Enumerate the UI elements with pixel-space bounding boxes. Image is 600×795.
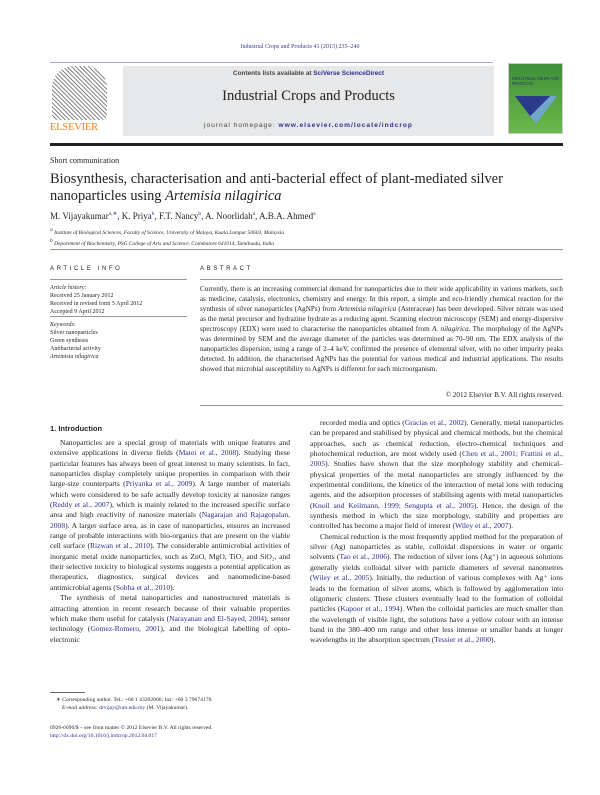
cover-art-icon [515, 96, 557, 124]
author-name[interactable]: A. Noorlidah [205, 211, 253, 221]
text-run: ), which is mainly related to the increased specific surface area and high reactivity of nanosize materials ( [50, 500, 290, 520]
divider [50, 62, 493, 63]
text-run: . The morphology of the AgNPs was determined by SEM and the average diameter of the particles was determined as 70–90 nm. The EDX analysis of the nanoparticles dispersion, using a range of 2–4 keV, confirmed the presence of elemental silver, with no other impurity peaks detected. In addition, the characterised AgNPs has the potential for various medical and industrial applications. The results showed that microbial susceptibility to AgNPs is different for each microorganism. [200, 325, 563, 373]
paragraph [310, 418, 563, 532]
journal-title: Industrial Crops and Products [222, 88, 395, 104]
author-name[interactable]: K. Priya [121, 211, 152, 221]
publisher-name: ELSEVIER [50, 122, 98, 133]
keywords [50, 321, 101, 361]
left-column [50, 438, 290, 645]
text-run: ), and the biological labelling of opto-electronic [50, 624, 291, 644]
citation-link[interactable]: Reddy et al., 2007 [52, 500, 110, 510]
history-label: Article history: [50, 285, 87, 291]
citation-link[interactable]: Priyanka et al., 2009 [125, 479, 193, 489]
affiliation-marker[interactable]: b [151, 211, 155, 217]
journal-citation[interactable]: Industrial Crops and Products 41 (2013) 235–240 [240, 44, 360, 50]
text-run: ). [490, 635, 496, 645]
sciencedirect-link[interactable]: SciVerse ScienceDirect [313, 70, 384, 77]
article-title [50, 171, 570, 205]
citation-link[interactable]: Knoll and Keilmann, 1999; Sengupta et al., 2005 [312, 500, 474, 510]
author-list: M. Vijayakumar$^{a,∗}$, K. Priya$^b$, F.T. Nancy$^b$, A. Noorlidah$^a$, A.B.A. Ahmed$^a$ [50, 211, 316, 221]
citation-link[interactable]: Wiley et al., 2005 [312, 573, 370, 583]
text-run: ). Hence, the design of the synthesis method in which the size morphology, stability and properties are controlled has become a major field of interest ( [310, 500, 563, 531]
affiliation-marker: b [50, 237, 53, 244]
paragraph [50, 593, 290, 645]
email-suffix: (M. Vijayakumar). [145, 705, 189, 711]
keyword: Artemisia nilagirica [50, 354, 99, 360]
copyright: © 2012 Elsevier B.V. All rights reserved. [445, 391, 563, 399]
section-heading: 1. Introduction [50, 424, 103, 433]
text-run: ). [170, 582, 175, 592]
citation-link[interactable]: Narayanan and El-Sayed, 2004 [169, 613, 265, 623]
affiliation-marker[interactable]: a,∗ [108, 211, 118, 217]
citation-link[interactable]: Kapoor et al., 1994 [340, 604, 400, 614]
article-info-heading: ARTICLE INFO [50, 266, 123, 272]
homepage-prefix: journal homepage: [204, 122, 279, 129]
email-label: E-mail address: [62, 705, 100, 711]
journal-banner [123, 66, 494, 136]
citation-link[interactable]: Matei et al., 2008 [178, 448, 237, 458]
footnote-divider [50, 692, 85, 693]
text-run: A. nilagirica [432, 325, 469, 333]
citation-link[interactable]: Chen et al., 2001; Frattini et al., 2005 [310, 449, 563, 469]
issn-block [50, 724, 290, 740]
corresponding-author: ∗ Corresponding author. Tel.: +60 1 43202066; fax: +60 3 79674178. [56, 697, 213, 703]
author-name[interactable]: M. Vijayakumar [50, 211, 109, 221]
affiliation-text: Institute of Biological Sciences, Faculty of Science, University of Malaya, Kuala Lumpur 50603, Malaysia [52, 229, 284, 236]
text-run: Nanoparticles are a special group of materials with unique features and extensive applications in diverse fields ( [50, 438, 290, 458]
issn-line: 0926-6690/$ – see front matter © 2012 Elsevier B.V. All rights reserved. [50, 725, 213, 731]
author-name[interactable]: F.T. Nancy [158, 211, 199, 221]
paragraph [50, 438, 290, 593]
tree-logo-icon [52, 66, 107, 120]
affiliation-text: Department of Biochemistry, PSG College of Arts and Science, Coimbatore 641014, Tamilnadu, India [52, 240, 274, 247]
keyword: Silver nanoparticles [50, 330, 98, 336]
cover-title: INDUSTRIAL CROPS AND PRODUCTS [512, 76, 559, 86]
affiliation-marker[interactable]: a [313, 211, 316, 217]
citation-link[interactable]: Wiley et al., 2007 [455, 521, 509, 531]
citation-link[interactable]: Tao et al., 2006 [339, 552, 388, 562]
text-run: ). The considerable antimicrobial activities of inorganic metal oxide nanoparticles, such as ZnO, MgO, TiO₂ and SiO₂, and their selective toxicity to biological systems suggests a potential application as therapeutics, diagnostics, surgical devices and nanomedicine-based antimicrobial agents ( [50, 541, 290, 592]
homepage-line [123, 122, 494, 129]
text-run: (Asteraceae) has been developed. Silver nitrate was used as the metal precursor and hydrazine hydrate as a reducing agent. Scanning electron microscopy (SEM) and energy-dispersive spectroscopy (EDX) were used to characterise the nanoparticles obtained from [200, 305, 564, 333]
history-received: Received 25 January 2012 [50, 293, 114, 299]
divider [200, 279, 563, 280]
text-run: ). Studies have shown that the size morphology stability and chemical–physical properties of the metal nanoparticles are strongly influenced by the experimental conditions, the kinetics of the interaction of metal ions with reducing agents, and the adsorption processes of stabilising agents with metal nanoparticles ( [310, 459, 563, 510]
divider [50, 143, 563, 146]
title-species: Artemisia nilagirica [165, 188, 282, 204]
text-run: recorded media and optics ( [320, 418, 405, 427]
citation-link[interactable]: Sobha et al., 2010 [115, 582, 171, 592]
doi-link[interactable]: http://dx.doi.org/10.1016/j.indcrop.2012.04.017 [50, 733, 157, 739]
abstract-heading: ABSTRACT [200, 266, 253, 272]
contents-prefix: Contents lists available at [233, 70, 314, 77]
article-history [50, 284, 142, 316]
text-run: The synthesis of metal nanoparticles and nanostructured materials is attracting attention in recent research because of their valuable properties which make them useful for catalysis ( [50, 593, 290, 623]
journal-cover[interactable] [508, 63, 563, 134]
affiliation-marker[interactable]: a [252, 211, 256, 217]
elsevier-logo [50, 66, 110, 136]
keywords-label: Keywords: [50, 322, 76, 328]
text-run: ), sensor technology ( [50, 613, 290, 634]
affiliation-marker[interactable]: b [198, 211, 202, 217]
title-text: Biosynthesis, characterisation and anti-bacterial effect of plant-mediated silver nanoparticles using [50, 171, 503, 204]
keyword: Antibacterial activity [50, 346, 101, 352]
affiliation-marker: a [50, 227, 53, 233]
divider [50, 316, 187, 317]
text-run: ). When the colloidal particles are much smaller than the wavelength of visible light, the solutions have a yellow colour with an intense band in the 380–400 nm range and other less intense or smaller bands at longer wavelengths in the absorption spectrum ( [310, 604, 563, 645]
text-run: ). Generally, metal nanoparticles can be prepared and stabilised by physical and chemical methods, but the chemical approaches, such as chemical reduction, electro-chemical techniques and photochemical reduction, are most widely used ( [310, 418, 563, 459]
abstract-text [200, 284, 563, 374]
citation-link[interactable]: Rizwan et al., 2010 [90, 541, 151, 551]
divider [50, 249, 563, 250]
paragraph [310, 532, 563, 646]
text-run: ). Initially, the reduction of various complexes with Ag⁺ ions leads to the formation of silver atoms, which is followed by agglomeration into oligomeric clusters. These clusters eventually lead to the formation of colloidal particles ( [310, 573, 563, 614]
email-link[interactable]: drvijay@um.edu.my [99, 705, 146, 711]
affiliation [50, 237, 284, 248]
text-run: ). Studying these particular features has always been of great interest to many scientists. In fact, nanoparticles display completely unique properties in comparison with their large-size counterparts ( [50, 448, 290, 489]
contents-line [123, 70, 494, 77]
author-name[interactable]: A.B.A. Ahmed [259, 211, 314, 221]
citation-link[interactable]: Gracias et al., 2002 [404, 418, 465, 427]
keyword: Green synthesis [50, 338, 89, 344]
history-revised: Received in revised form 5 April 2012 [50, 301, 143, 307]
article-type: Short communication [50, 156, 120, 165]
text-run: Chemical reduction is the most frequently applied method for the preparation of silver (Ag) nanoparticles as stable, colloidal dispersions in water or organic solvents ( [310, 531, 563, 562]
homepage-link[interactable]: www.elsevier.com/locate/indcrop [278, 122, 413, 129]
text-run: ). [508, 521, 513, 531]
divider [50, 279, 187, 280]
citation-link[interactable]: Gomez-Romero, 2001 [90, 624, 161, 634]
right-column [310, 418, 563, 646]
footnote [50, 696, 290, 712]
email-line [50, 704, 290, 712]
affiliation [50, 226, 284, 237]
divider [200, 405, 563, 406]
text-run: ). A large number of materials which were considered to be safe actually develop toxicity at nanosize ranges ( [50, 479, 291, 510]
text-run: Artemisia nilagirica [338, 305, 397, 313]
affiliations [50, 226, 284, 248]
text-run: ). A larger surface area, as in case of nanoparticles, ensures an increased range of probable interactions with bio-organics that are present on the viable cell surface ( [50, 520, 290, 551]
citation-link[interactable]: Nagarajan and Rajagopalan, 2008 [50, 510, 290, 530]
text-run: ). The reduction of silver ions (Ag⁺) in aqueous solutions generally yields colloidal silver with particle diameters of several nanometres ( [310, 552, 563, 583]
text-run: Currently, there is an increasing commercial demand for nanoparticles due to their wide applicability in various markets, such as medicine, catalysis, electronics, chemistry and energy. In this report, a simple and eco-friendly chemical reaction for the synthesis of silver nanoparticles (AgNPs) from [200, 285, 563, 313]
citation-link[interactable]: Tessier et al., 2000 [434, 635, 491, 645]
history-accepted: Accepted 9 April 2012 [50, 309, 105, 315]
